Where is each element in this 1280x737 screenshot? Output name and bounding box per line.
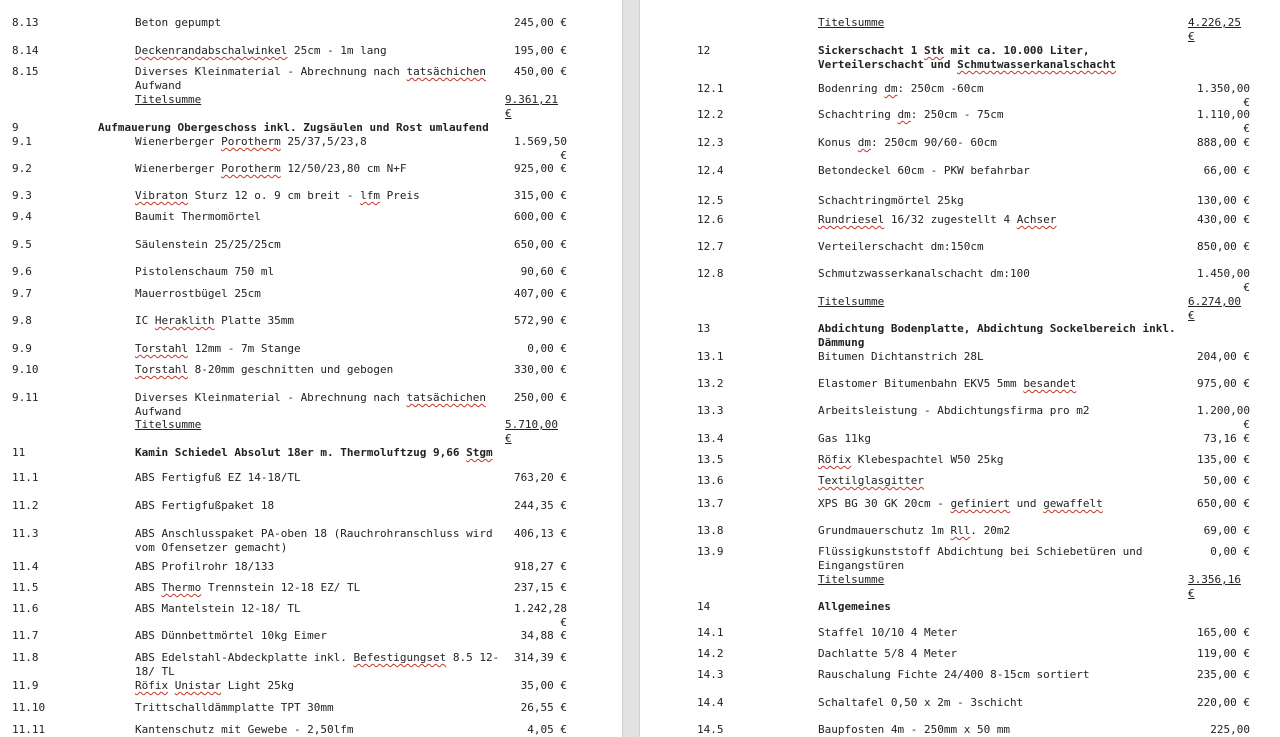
spellcheck-flagged-word: Rundriesel	[818, 213, 885, 226]
item-price: 73,16 €	[1203, 432, 1250, 445]
item-price: 245,00 €	[514, 16, 567, 29]
text-segment: 12/50/23,80 cm N+F	[280, 162, 407, 175]
item-number: 12.7	[697, 240, 724, 253]
text-segment: Schachtring	[818, 108, 898, 121]
text-segment: und	[1010, 497, 1044, 510]
item-price: 26,55 €	[520, 701, 567, 714]
item-price: 69,00 €	[1203, 524, 1250, 537]
text-segment: Trittschalldämmplatte TPT 30mm	[135, 701, 334, 714]
page-gutter	[622, 0, 640, 737]
item-number: 11.10	[12, 701, 46, 714]
item-description	[135, 701, 505, 715]
item-description	[135, 342, 505, 356]
item-number: 12	[697, 44, 711, 57]
item-number: 13.5	[697, 453, 724, 466]
text-segment: Titelsumme	[818, 16, 885, 29]
item-description	[135, 499, 505, 513]
item-description	[135, 44, 505, 58]
spellcheck-flagged-word: tatsächichen	[406, 65, 487, 78]
item-number: 14.3	[697, 668, 724, 681]
spellcheck-flagged-word: lfm	[360, 189, 381, 202]
item-description	[818, 108, 1190, 122]
title-sum-amount: 3.356,16 €	[1188, 573, 1241, 600]
text-segment: Flüssigkunststoff Abdichtung bei Schiebetüren und Eingangstüren	[818, 545, 1143, 572]
item-number: 14	[697, 600, 711, 613]
text-segment: Bodenring	[818, 82, 885, 95]
item-number: 13.1	[697, 350, 724, 363]
title-sum-amount: 4.226,25 €	[1188, 16, 1241, 43]
item-price: 0,00 €	[1210, 545, 1250, 558]
item-number: 12.3	[697, 136, 724, 149]
item-number: 13.8	[697, 524, 724, 537]
item-price: 90,60 €	[520, 265, 567, 278]
item-price: 130,00 €	[1197, 194, 1250, 207]
spellcheck-flagged-word: Thermo	[161, 581, 202, 594]
spellcheck-flagged-word: dm	[897, 108, 911, 121]
document-page-right	[640, 0, 1280, 737]
item-description	[818, 432, 1190, 446]
item-price: 1.350,00 €	[1197, 82, 1250, 109]
spellcheck-flagged-word: Unistar	[174, 679, 222, 692]
text-segment: Sturz 12 o. 9 cm breit -	[187, 189, 361, 202]
spellcheck-flagged-word: Textilglasgitter	[818, 474, 924, 487]
item-price: 250,00 €	[514, 391, 567, 404]
spellcheck-flagged-word: Torstahl	[135, 342, 188, 355]
item-price: 235,00 €	[1197, 668, 1250, 681]
text-segment: Staffel 10/10 4 Meter	[818, 626, 958, 639]
item-number: 12.2	[697, 108, 724, 121]
item-description	[818, 377, 1190, 391]
item-number: 9.9	[12, 342, 32, 355]
text-segment: ABS Anschlusspaket PA-oben 18 (Rauchrohranschluss wird vom Ofensetzer gemacht)	[135, 527, 493, 554]
item-description	[818, 647, 1190, 661]
item-number: 9.8	[12, 314, 32, 327]
item-price: 1.450,00 €	[1197, 267, 1250, 294]
item-price: 763,20 €	[514, 471, 567, 484]
item-price: 1.110,00 €	[1197, 108, 1250, 135]
text-segment: Pistolenschaum 750 ml	[135, 265, 275, 278]
text-segment: Aufwand	[135, 79, 182, 92]
item-price: 50,00 €	[1203, 474, 1250, 487]
item-description	[818, 44, 1190, 72]
text-segment: Schmutzwasserkanalschacht dm:100	[818, 267, 1030, 280]
item-description	[135, 210, 505, 224]
item-description	[818, 136, 1190, 150]
text-segment: Preis	[380, 189, 420, 202]
item-price: 165,00 €	[1197, 626, 1250, 639]
spellcheck-flagged-word: Röfix	[818, 453, 852, 466]
spellcheck-flagged-word: dm	[884, 82, 898, 95]
text-segment: 8-20mm geschnitten und gebogen	[187, 363, 394, 376]
text-segment: : 250cm - 75cm	[910, 108, 1004, 121]
item-price: 66,00 €	[1203, 164, 1250, 177]
text-segment: 8.5 12-18/ TL	[135, 651, 500, 678]
item-number: 14.4	[697, 696, 724, 709]
spellcheck-flagged-word: dm	[857, 136, 871, 149]
item-price: 135,00 €	[1197, 453, 1250, 466]
text-segment: Aufwand	[135, 405, 182, 418]
item-number: 13	[697, 322, 711, 335]
item-description	[818, 350, 1190, 364]
item-description	[135, 314, 505, 328]
text-segment: Diverses Kleinmaterial - Abrechnung nach	[135, 65, 407, 78]
text-segment: ABS Edelstahl-Abdeckplatte inkl.	[135, 651, 354, 664]
item-number: 8.14	[12, 44, 39, 57]
item-number: 8.13	[12, 16, 39, 29]
spellcheck-flagged-word: gewaffelt	[1043, 497, 1103, 510]
title-sum-label	[818, 573, 1190, 587]
item-number: 13.2	[697, 377, 724, 390]
spellcheck-flagged-word: Schmutwasserkanalschacht	[957, 58, 1117, 71]
text-segment: 16/32 zugestellt 4	[884, 213, 1017, 226]
item-description	[135, 265, 505, 279]
spellcheck-flagged-word: Porotherm	[221, 135, 281, 148]
item-price: 572,90 €	[514, 314, 567, 327]
text-segment: Titelsumme	[818, 573, 885, 586]
item-price: 0,00 €	[527, 342, 567, 355]
item-description	[818, 474, 1190, 488]
item-price: 225,00	[1210, 723, 1250, 736]
item-number: 9.11	[12, 391, 39, 404]
text-segment: Sickerschacht 1	[818, 44, 924, 57]
text-segment: Abdichtung Bodenplatte, Abdichtung Sockelbereich inkl. Dämmung	[818, 322, 1176, 349]
spellcheck-flagged-word: Röfix	[135, 679, 169, 692]
item-description	[135, 723, 505, 737]
item-description	[135, 135, 505, 149]
spellcheck-flagged-word: Stgm	[466, 446, 493, 459]
item-number: 9.6	[12, 265, 32, 278]
item-price: 220,00 €	[1197, 696, 1250, 709]
text-segment: Light 25kg	[221, 679, 294, 692]
text-segment: 25cm - 1m lang	[287, 44, 387, 57]
item-price: 204,00 €	[1197, 350, 1250, 363]
text-segment: Bitumen Dichtanstrich 28L	[818, 350, 984, 363]
item-price: 430,00 €	[1197, 213, 1250, 226]
text-segment: Betondeckel 60cm - PKW befahrbar	[818, 164, 1030, 177]
item-number: 9.3	[12, 189, 32, 202]
item-description	[135, 629, 505, 643]
item-description	[818, 213, 1190, 227]
item-price: 237,15 €	[514, 581, 567, 594]
item-description	[135, 391, 505, 419]
item-price: 600,00 €	[514, 210, 567, 223]
item-description	[818, 164, 1190, 178]
item-price: 918,27 €	[514, 560, 567, 573]
text-segment: IC	[135, 314, 155, 327]
text-segment: Titelsumme	[135, 418, 202, 431]
item-description	[135, 560, 505, 574]
text-segment: Allgemeines	[818, 600, 891, 613]
item-price: 850,00 €	[1197, 240, 1250, 253]
text-segment: Dachlatte 5/8 4 Meter	[818, 647, 958, 660]
text-segment: ABS Profilrohr 18/133	[135, 560, 275, 573]
item-number: 11	[12, 446, 26, 459]
spellcheck-flagged-word: tatsächichen	[406, 391, 487, 404]
text-segment: Elastomer Bitumenbahn EKV5 5mm	[818, 377, 1024, 390]
item-description	[818, 696, 1190, 710]
item-number: 11.2	[12, 499, 39, 512]
text-segment: 12mm - 7m Stange	[187, 342, 301, 355]
text-segment: Wienerberger	[135, 135, 222, 148]
item-number: 13.4	[697, 432, 724, 445]
item-number: 9.10	[12, 363, 39, 376]
item-number: 12.8	[697, 267, 724, 280]
text-segment: Baupfosten 4m - 250mm x 50 mm	[818, 723, 1011, 736]
title-sum-amount: 9.361,21 €	[505, 93, 558, 120]
spellcheck-flagged-word: besandet	[1023, 377, 1077, 390]
item-price: 1.200,00 €	[1197, 404, 1250, 431]
item-price: 34,88 €	[520, 629, 567, 642]
spellcheck-flagged-word: Achser	[1016, 213, 1057, 226]
title-sum-label	[135, 418, 505, 432]
text-segment: . 20m2	[970, 524, 1011, 537]
item-price: 406,13 €	[514, 527, 567, 540]
item-number: 9.7	[12, 287, 32, 300]
item-description	[135, 189, 505, 203]
item-price: 1.242,28 €	[514, 602, 567, 629]
item-number: 14.1	[697, 626, 724, 639]
item-description	[818, 723, 1190, 737]
text-segment: mit ca. 10.000 Liter, Verteilerschacht und	[818, 44, 1090, 71]
text-segment: Arbeitsleistung - Abdichtungsfirma pro m2	[818, 404, 1090, 417]
item-price: 330,00 €	[514, 363, 567, 376]
item-number: 9.2	[12, 162, 32, 175]
item-number: 11.1	[12, 471, 39, 484]
item-description	[135, 162, 505, 176]
spellcheck-flagged-word: Torstahl	[135, 363, 188, 376]
item-description	[818, 497, 1190, 511]
text-segment: Wienerberger	[135, 162, 222, 175]
item-description	[135, 651, 505, 679]
text-segment: Beton gepumpt	[135, 16, 222, 29]
document-page-left	[0, 0, 622, 737]
text-segment: Verteilerschacht dm:150cm	[818, 240, 984, 253]
item-number: 14.5	[697, 723, 724, 736]
item-price: 650,00 €	[514, 238, 567, 251]
item-description	[135, 471, 505, 485]
item-price: 4,05 €	[527, 723, 567, 736]
item-price: 244,35 €	[514, 499, 567, 512]
text-segment	[168, 679, 175, 692]
spellcheck-flagged-word: Befestigungset	[353, 651, 447, 664]
item-description	[135, 679, 505, 693]
text-segment: ABS	[135, 581, 162, 594]
text-segment: Diverses Kleinmaterial - Abrechnung nach	[135, 391, 407, 404]
item-price: 975,00 €	[1197, 377, 1250, 390]
text-segment: Platte 35mm	[214, 314, 294, 327]
text-segment: Titelsumme	[135, 93, 202, 106]
item-number: 9	[12, 121, 19, 134]
item-number: 11.7	[12, 629, 39, 642]
item-description	[135, 581, 505, 595]
text-segment: Baumit Thermomörtel	[135, 210, 261, 223]
spellcheck-flagged-word: Porotherm	[221, 162, 281, 175]
item-description	[818, 668, 1190, 682]
item-price: 450,00 €	[514, 65, 567, 78]
spellcheck-flagged-word: gefiniert	[950, 497, 1011, 510]
text-segment: : 250cm -60cm	[897, 82, 984, 95]
text-segment: Schachtringmörtel 25kg	[818, 194, 964, 207]
item-description	[135, 238, 505, 252]
item-number: 11.9	[12, 679, 39, 692]
text-segment: Aufmauerung Obergeschoss inkl. Zugsäulen und Rost umlaufend	[98, 121, 489, 134]
text-segment: Gas 11kg	[818, 432, 871, 445]
item-description	[135, 446, 505, 460]
title-sum-label	[818, 295, 1190, 309]
item-number: 11.11	[12, 723, 46, 736]
item-price: 650,00 €	[1197, 497, 1250, 510]
text-segment: Mauerrostbügel 25cm	[135, 287, 261, 300]
item-number: 14.2	[697, 647, 724, 660]
item-number: 9.4	[12, 210, 32, 223]
item-price: 119,00 €	[1197, 647, 1250, 660]
item-description	[818, 267, 1190, 281]
item-description	[818, 194, 1190, 208]
item-description	[135, 65, 505, 93]
item-price: 315,00 €	[514, 189, 567, 202]
item-number: 13.9	[697, 545, 724, 558]
item-description	[135, 602, 505, 616]
text-segment: XPS BG 30 GK 20cm -	[818, 497, 951, 510]
item-description	[135, 16, 505, 30]
item-number: 13.7	[697, 497, 724, 510]
text-segment: Säulenstein 25/25/25cm	[135, 238, 281, 251]
item-description	[818, 322, 1190, 350]
text-segment: ABS Fertigfuß EZ 14-18/TL	[135, 471, 301, 484]
item-number: 12.5	[697, 194, 724, 207]
item-price: 314,39 €	[514, 651, 567, 664]
item-price: 1.569,50 €	[514, 135, 567, 162]
item-description	[818, 626, 1190, 640]
text-segment: Titelsumme	[818, 295, 885, 308]
spellcheck-flagged-word: Vibraton	[135, 189, 188, 202]
text-segment: ABS Dünnbettmörtel 10kg Eimer	[135, 629, 328, 642]
text-segment: Kantenschutz mit Gewebe - 2,50lfm	[135, 723, 354, 736]
item-description	[818, 82, 1190, 96]
item-price: 35,00 €	[520, 679, 567, 692]
item-price: 925,00 €	[514, 162, 567, 175]
text-segment: ABS Mantelstein 12-18/ TL	[135, 602, 301, 615]
item-description	[135, 363, 505, 377]
text-segment: Schaltafel 0,50 x 2m - 3schicht	[818, 696, 1024, 709]
item-number: 11.6	[12, 602, 39, 615]
item-number: 11.8	[12, 651, 39, 664]
item-number: 11.3	[12, 527, 39, 540]
text-segment: Konus	[818, 136, 858, 149]
item-number: 11.4	[12, 560, 39, 573]
item-price: 407,00 €	[514, 287, 567, 300]
item-description	[818, 453, 1190, 467]
item-description	[818, 404, 1190, 418]
item-number: 12.1	[697, 82, 724, 95]
text-segment: Grundmauerschutz 1m	[818, 524, 951, 537]
item-description	[818, 240, 1190, 254]
spellcheck-flagged-word: Stk	[923, 44, 944, 57]
title-sum-amount: 5.710,00 €	[505, 418, 558, 445]
spellcheck-flagged-word: Deckenrandabschalwinkel	[135, 44, 288, 57]
item-number: 8.15	[12, 65, 39, 78]
text-segment: Klebespachtel W50 25kg	[851, 453, 1004, 466]
item-price: 195,00 €	[514, 44, 567, 57]
spellcheck-flagged-word: Heraklith	[154, 314, 215, 327]
item-price: 888,00 €	[1197, 136, 1250, 149]
text-segment: Trennstein 12-18 EZ/ TL	[201, 581, 361, 594]
title-sum-amount: 6.274,00 €	[1188, 295, 1241, 322]
item-description	[135, 287, 505, 301]
text-segment: 25/37,5/23,8	[280, 135, 367, 148]
text-segment: Kamin Schiedel Absolut 18er m. Thermoluftzug 9,66	[135, 446, 467, 459]
item-description	[135, 527, 505, 555]
text-segment: Rauschalung Fichte 24/400 8-15cm sortiert	[818, 668, 1090, 681]
title-sum-label	[135, 93, 505, 107]
spellcheck-flagged-word: Rll	[950, 524, 971, 537]
item-number: 11.5	[12, 581, 39, 594]
item-description	[98, 121, 518, 135]
item-number: 12.6	[697, 213, 724, 226]
text-segment: : 250cm 90/60- 60cm	[871, 136, 997, 149]
item-description	[818, 545, 1190, 573]
item-description	[818, 524, 1190, 538]
item-number: 13.3	[697, 404, 724, 417]
text-segment: ABS Fertigfußpaket 18	[135, 499, 275, 512]
item-description	[818, 600, 1190, 614]
item-number: 9.1	[12, 135, 32, 148]
item-number: 12.4	[697, 164, 724, 177]
title-sum-label	[818, 16, 1190, 30]
item-number: 13.6	[697, 474, 724, 487]
item-number: 9.5	[12, 238, 32, 251]
